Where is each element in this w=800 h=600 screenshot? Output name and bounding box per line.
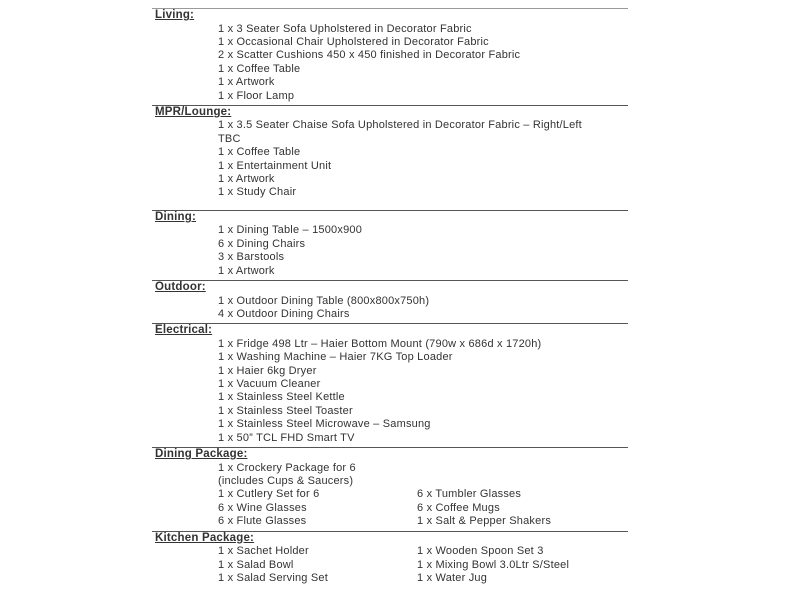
- section-dining: [152, 210, 628, 280]
- list-item: 6 x Tumbler Glasses: [417, 488, 522, 501]
- list-item: 1 x Wooden Spoon Set 3: [417, 545, 544, 558]
- list-item: 1 x Sachet Holder: [218, 545, 309, 558]
- section-dining-package: [152, 447, 628, 531]
- item-list: [152, 119, 628, 199]
- section-kitchen-package: [152, 531, 628, 588]
- list-item: 4 x Outdoor Dining Chairs: [218, 307, 350, 320]
- section-heading-dining-package: Dining Package:: [155, 448, 248, 461]
- section-heading-kitchen-package: Kitchen Package:: [155, 531, 255, 544]
- item-list: [152, 224, 628, 278]
- list-item: 6 x Dining Chairs: [218, 237, 306, 250]
- section-heading-dining: Dining:: [155, 210, 196, 223]
- list-item: 1 x 50” TCL FHD Smart TV: [218, 431, 355, 444]
- section-outdoor: [152, 280, 628, 323]
- item-list: [152, 338, 628, 445]
- list-item: 1 x Stainless Steel Kettle: [218, 391, 345, 404]
- item-row: [152, 545, 628, 558]
- list-item: 1 x Haier 6kg Dryer: [218, 364, 317, 377]
- list-item: 1 x Coffee Table: [218, 146, 301, 159]
- list-item: 1 x Stainless Steel Microwave – Samsung: [218, 418, 431, 431]
- item-row: [152, 559, 628, 572]
- list-item: 1 x Salad Bowl: [218, 558, 294, 571]
- list-item: 6 x Flute Glasses: [218, 515, 307, 528]
- list-item: 2 x Scatter Cushions 450 x 450 finished in Decorator Fabric: [218, 49, 521, 62]
- list-item: 1 x Coffee Table: [218, 62, 301, 75]
- list-item: 6 x Wine Glasses: [218, 501, 307, 514]
- item-row: [152, 502, 628, 515]
- list-item: 1 x Cutlery Set for 6: [218, 488, 320, 501]
- list-item: 1 x Fridge 498 Ltr – Haier Bottom Mount (790w x 686d x 1720h): [218, 337, 542, 350]
- section-living: [152, 8, 628, 105]
- item-list: [152, 23, 628, 103]
- item-list: [152, 462, 628, 489]
- list-item: 1 x Occasional Chair Upholstered in Decorator Fabric: [218, 35, 489, 48]
- section-heading-mpr-lounge: MPR/Lounge:: [155, 105, 232, 118]
- item-list: [152, 295, 628, 322]
- list-item: 1 x 3 Seater Sofa Upholstered in Decorator Fabric: [218, 22, 472, 35]
- list-item: 1 x Crockery Package for 6: [218, 461, 356, 474]
- list-item: 1 x Artwork: [218, 76, 275, 89]
- section-mpr-lounge: [152, 105, 628, 210]
- list-item: 1 x Artwork: [218, 264, 275, 277]
- list-item: 1 x Dining Table – 1500x900: [218, 224, 363, 237]
- inventory-list: [152, 8, 628, 587]
- list-item: 1 x Mixing Bowl 3.0Ltr S/Steel: [417, 558, 570, 571]
- list-item-continuation: TBC: [218, 132, 241, 145]
- list-item: 1 x Stainless Steel Toaster: [218, 404, 353, 417]
- section-heading-electrical: Electrical:: [155, 324, 213, 337]
- list-item: 1 x Vacuum Cleaner: [218, 378, 321, 391]
- list-item-continuation: (includes Cups & Saucers): [218, 474, 354, 487]
- list-item: 3 x Barstools: [218, 251, 285, 264]
- item-row: [152, 515, 628, 528]
- list-item: 1 x Washing Machine – Haier 7KG Top Loader: [218, 351, 453, 364]
- list-item: 1 x Salad Serving Set: [218, 571, 328, 584]
- list-item: 1 x Artwork: [218, 173, 275, 186]
- item-row: [152, 488, 628, 501]
- list-item: 1 x Entertainment Unit: [218, 159, 332, 172]
- section-heading-living: Living:: [155, 9, 195, 21]
- list-item: 1 x Water Jug: [417, 571, 488, 584]
- item-row: [152, 572, 628, 585]
- list-item: 6 x Coffee Mugs: [417, 501, 500, 514]
- section-heading-outdoor: Outdoor:: [155, 281, 206, 293]
- list-item: 1 x 3.5 Seater Chaise Sofa Upholstered in Decorator Fabric – Right/Left: [218, 119, 582, 132]
- list-item: 1 x Outdoor Dining Table (800x800x750h): [218, 294, 430, 307]
- list-item: 1 x Study Chair: [218, 186, 297, 199]
- list-item: 1 x Floor Lamp: [218, 89, 295, 102]
- list-item: 1 x Salt & Pepper Shakers: [417, 515, 552, 528]
- section-electrical: [152, 323, 628, 447]
